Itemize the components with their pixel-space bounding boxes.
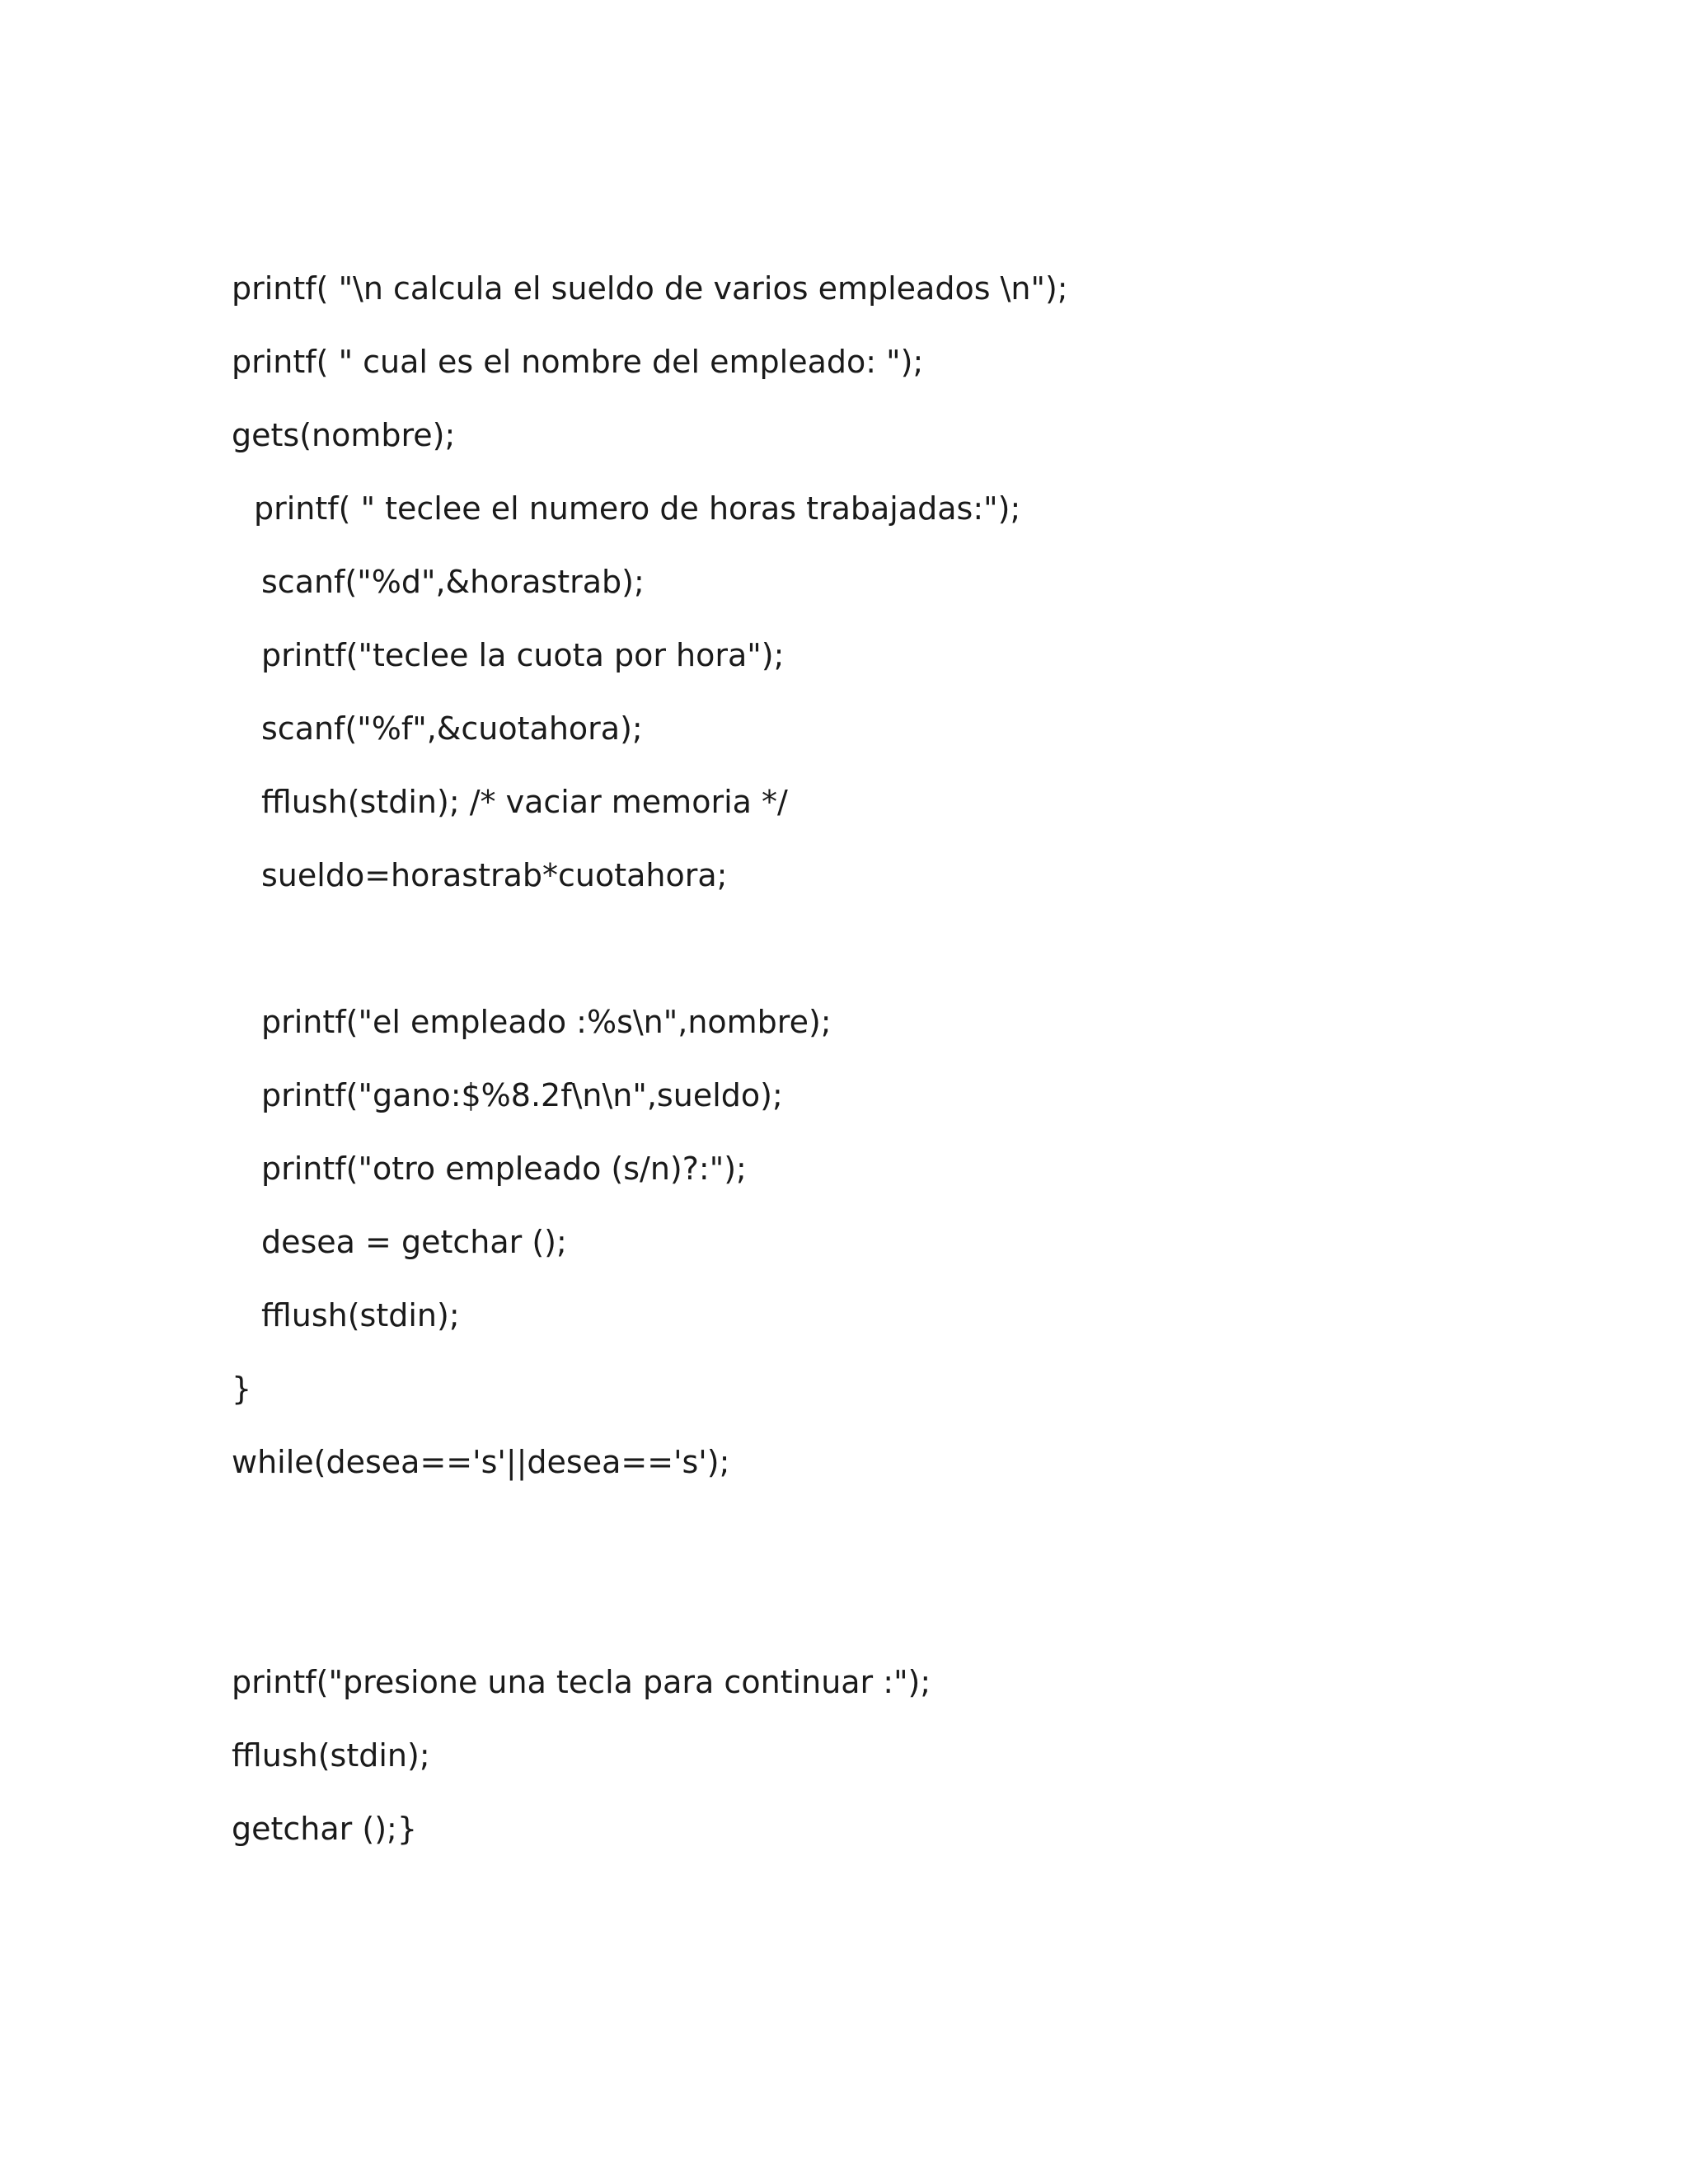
code-line: sueldo=horastrab*cuotahora; (261, 857, 728, 893)
code-line: scanf("%d",&horastrab); (261, 564, 645, 600)
code-line: printf("teclee la cuota por hora"); (261, 637, 785, 673)
code-line: printf( " teclee el numero de horas trabajadas:"); (254, 490, 1021, 527)
code-line: getchar ();} (232, 1811, 417, 1847)
code-line: } (232, 1371, 252, 1407)
code-line: fflush(stdin); (261, 1297, 460, 1333)
code-line: printf("el empleado :%s\n",nombre); (261, 1004, 832, 1040)
code-line: printf("presione una tecla para continuar :"); (232, 1664, 931, 1700)
code-line: scanf("%f",&cuotahora); (261, 710, 643, 747)
code-line: fflush(stdin); (232, 1737, 430, 1774)
code-line: printf("gano:$%8.2f\n\n",sueldo); (261, 1077, 783, 1113)
code-line: desea = getchar (); (261, 1224, 567, 1260)
code-line: fflush(stdin); /* vaciar memoria */ (261, 784, 788, 820)
code-line: printf( " cual es el nombre del empleado: "); (232, 344, 924, 380)
code-line: while(desea=='s'||desea=='s'); (232, 1444, 730, 1480)
code-line: printf("otro empleado (s/n)?:"); (261, 1151, 747, 1187)
code-line: printf( "\n calcula el sueldo de varios empleados \n"); (232, 270, 1068, 307)
code-line: gets(nombre); (232, 417, 456, 453)
